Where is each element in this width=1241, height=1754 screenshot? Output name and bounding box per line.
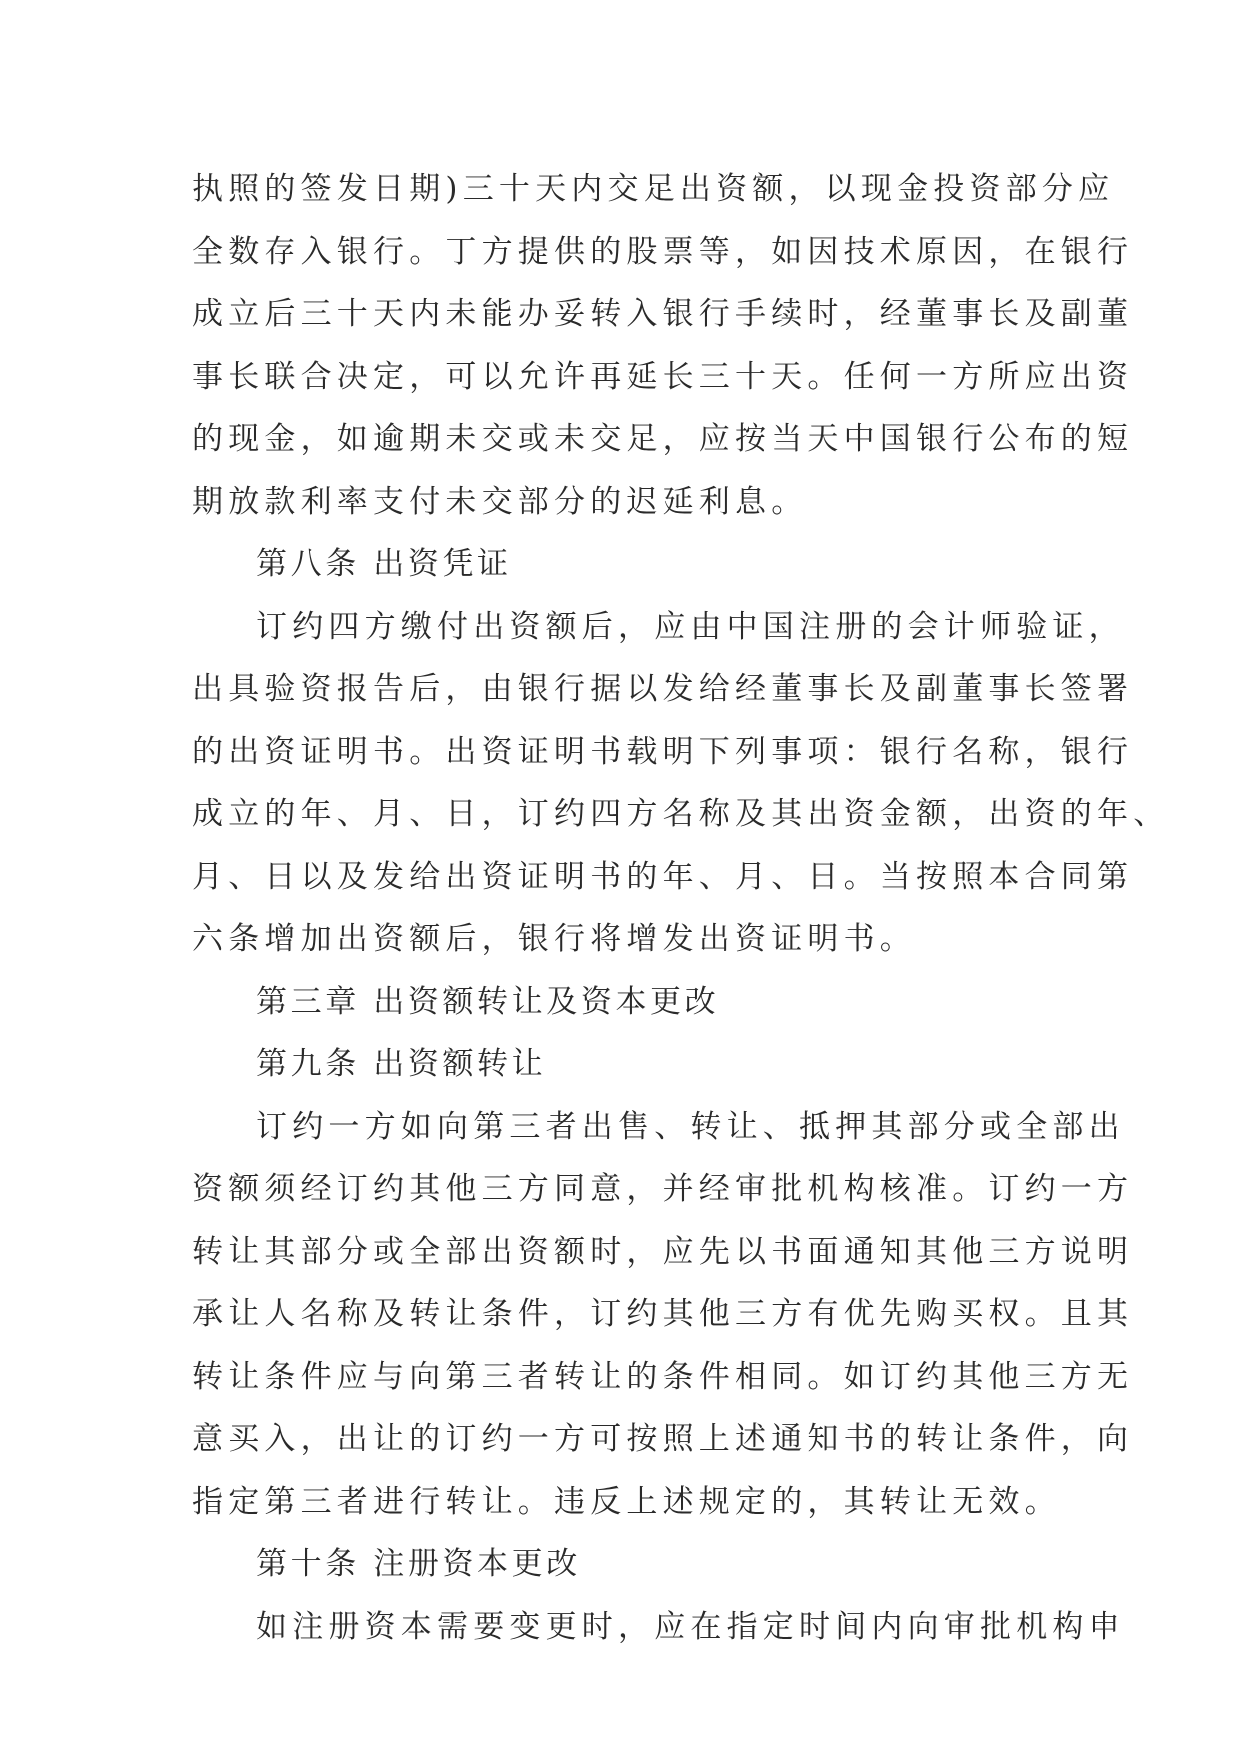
paragraph-first-line: 订约四方缴付出资额后，应由中国注册的会计师验证， (256, 608, 1125, 645)
body-line: 的出资证明书。出资证明书载明下列事项：银行名称，银行 (192, 733, 1134, 770)
body-line: 意买入，出让的订约一方可按照上述通知书的转让条件，向 (192, 1421, 1134, 1457)
article-heading-9: 第九条 出资额转让 (256, 1046, 547, 1082)
body-line: 成立的年、月、日，订约四方名称及其出资金额，出资的年、 (192, 796, 1170, 832)
body-line: 六条增加出资额后，银行将增发出资证明书。 (192, 921, 916, 957)
chapter-heading-3: 第三章 出资额转让及资本更改 (256, 983, 720, 1020)
body-line: 的现金，如逾期未交或未交足，应按当天中国银行公布的短 (192, 421, 1134, 457)
contract-body-text (192, 158, 1170, 1658)
body-line: 承让人名称及转让条件，订约其他三方有优先购买权。且其 (192, 1296, 1134, 1332)
body-line: 全数存入银行。丁方提供的股票等，如因技术原因，在银行 (192, 233, 1134, 270)
body-line: 转让条件应与向第三者转让的条件相同。如订约其他三方无 (192, 1358, 1134, 1395)
body-line: 转让其部分或全部出资额时，应先以书面通知其他三方说明 (192, 1233, 1134, 1270)
body-line: 月、日以及发给出资证明书的年、月、日。当按照本合同第 (192, 858, 1134, 895)
body-line: 资额须经订约其他三方同意，并经审批机构核准。订约一方 (192, 1171, 1134, 1207)
body-line: 执照的签发日期)三十天内交足出资额，以现金投资部分应 (192, 171, 1115, 207)
article-heading-8: 第八条 出资凭证 (256, 546, 512, 582)
body-line: 指定第三者进行转让。违反上述规定的，其转让无效。 (192, 1483, 1061, 1520)
body-line: 出具验资报告后，由银行据以发给经董事长及副董事长签署 (192, 671, 1134, 707)
paragraph-first-line: 订约一方如向第三者出售、转让、抵押其部分或全部出 (256, 1108, 1125, 1145)
article-heading-10: 第十条 注册资本更改 (256, 1546, 581, 1582)
body-line: 期放款利率支付未交部分的迟延利息。 (192, 483, 808, 520)
body-line: 成立后三十天内未能办妥转入银行手续时，经董事长及副董 (192, 296, 1134, 332)
paragraph-first-line: 如注册资本需要变更时，应在指定时间内向审批机构申 (256, 1608, 1125, 1645)
body-line: 事长联合决定，可以允许再延长三十天。任何一方所应出资 (192, 358, 1134, 395)
